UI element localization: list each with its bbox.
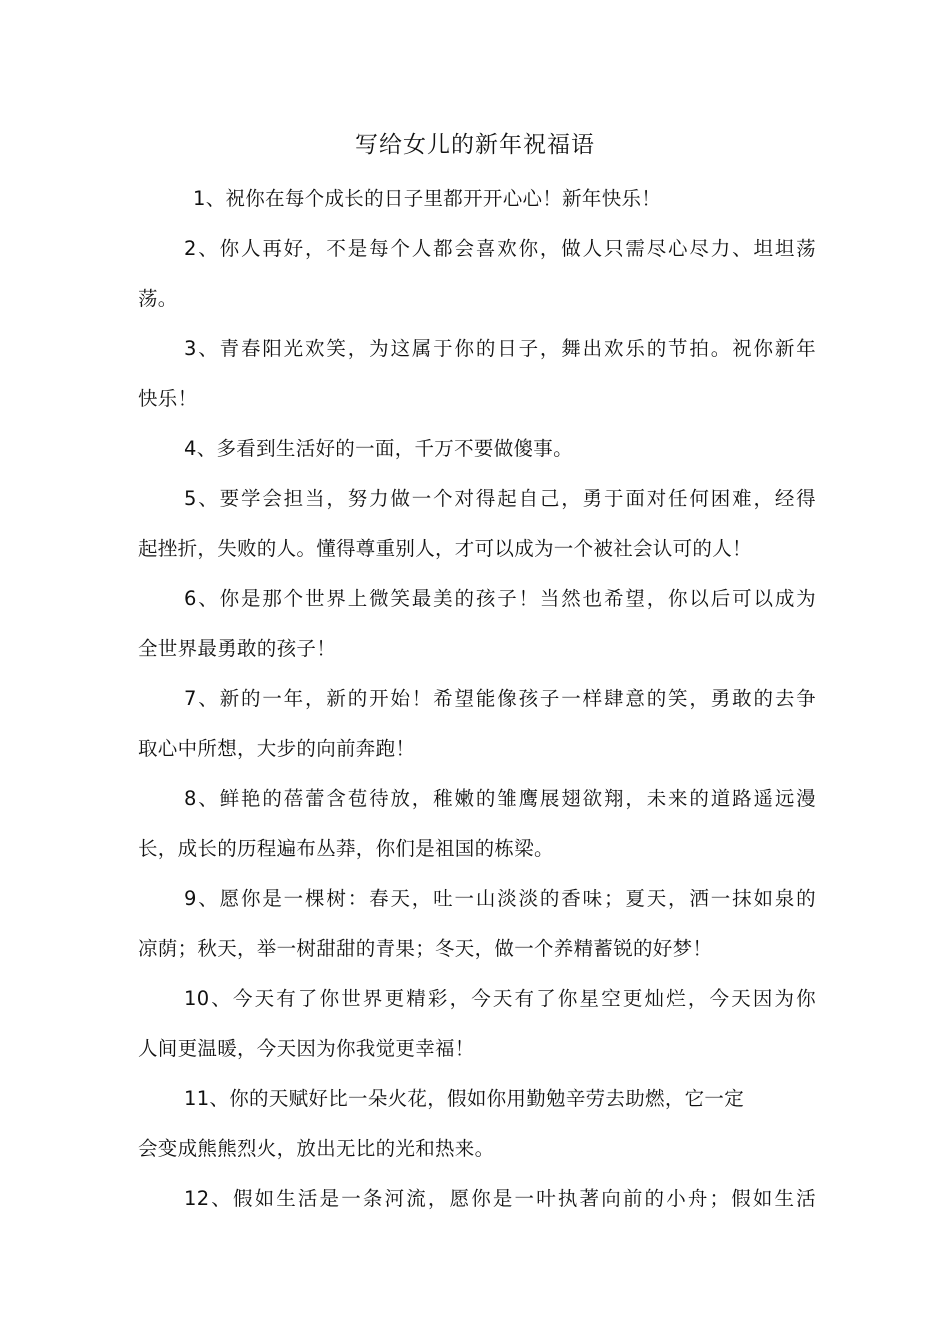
paragraph-1-line-1: 1、祝你在每个成长的日子里都开开心心！新年快乐！: [193, 187, 662, 210]
paragraph-7-line-1: 7、新的一年，新的开始！希望能像孩子一样肆意的笑，勇敢的去争: [184, 687, 816, 710]
paragraph-6-line-1: 6、你是那个世界上微笑最美的孩子！当然也希望，你以后可以成为: [184, 587, 816, 610]
paragraph-3-line-2: 快乐！: [138, 387, 198, 410]
paragraph-4-line-1: 4、多看到生活好的一面，千万不要做傻事。: [184, 437, 573, 460]
paragraph-5-line-1: 5、要学会担当，努力做一个对得起自己，勇于面对任何困难，经得: [184, 487, 816, 510]
paragraph-2-line-2: 荡。: [138, 287, 178, 310]
document-title: 写给女儿的新年祝福语: [355, 132, 595, 158]
paragraph-6-line-2: 全世界最勇敢的孩子！: [138, 637, 337, 660]
paragraph-11-line-2: 会变成熊熊烈火，放出无比的光和热来。: [138, 1137, 495, 1160]
paragraph-10-line-2: 人间更温暖，今天因为你我觉更幸福！: [138, 1037, 475, 1060]
paragraph-5-line-2: 起挫折，失败的人。懂得尊重别人，才可以成为一个被社会认可的人！: [138, 537, 752, 560]
paragraph-9-line-2: 凉荫；秋天，举一树甜甜的青果；冬天，做一个养精蓄锐的好梦！: [138, 937, 713, 960]
paragraph-11-line-1: 11、你的天赋好比一朵火花，假如你用勤勉辛劳去助燃，它一定: [184, 1087, 745, 1110]
paragraph-3-line-1: 3、青春阳光欢笑，为这属于你的日子，舞出欢乐的节拍。祝你新年: [184, 337, 816, 360]
paragraph-8-line-1: 8、鲜艳的蓓蕾含苞待放，稚嫩的雏鹰展翅欲翔，未来的道路遥远漫: [184, 787, 816, 810]
paragraph-9-line-1: 9、愿你是一棵树：春天，吐一山淡淡的香味；夏天，洒一抹如泉的: [184, 887, 816, 910]
paragraph-7-line-2: 取心中所想，大步的向前奔跑！: [138, 737, 416, 760]
paragraph-2-line-1: 2、你人再好，不是每个人都会喜欢你，做人只需尽心尽力、坦坦荡: [184, 237, 816, 260]
paragraph-10-line-1: 10、今天有了你世界更精彩，今天有了你星空更灿烂，今天因为你: [184, 987, 816, 1010]
paragraph-12-line-1: 12、假如生活是一条河流，愿你是一叶执著向前的小舟；假如生活: [184, 1187, 816, 1210]
paragraph-8-line-2: 长，成长的历程遍布丛莽，你们是祖国的栋梁。: [138, 837, 554, 860]
